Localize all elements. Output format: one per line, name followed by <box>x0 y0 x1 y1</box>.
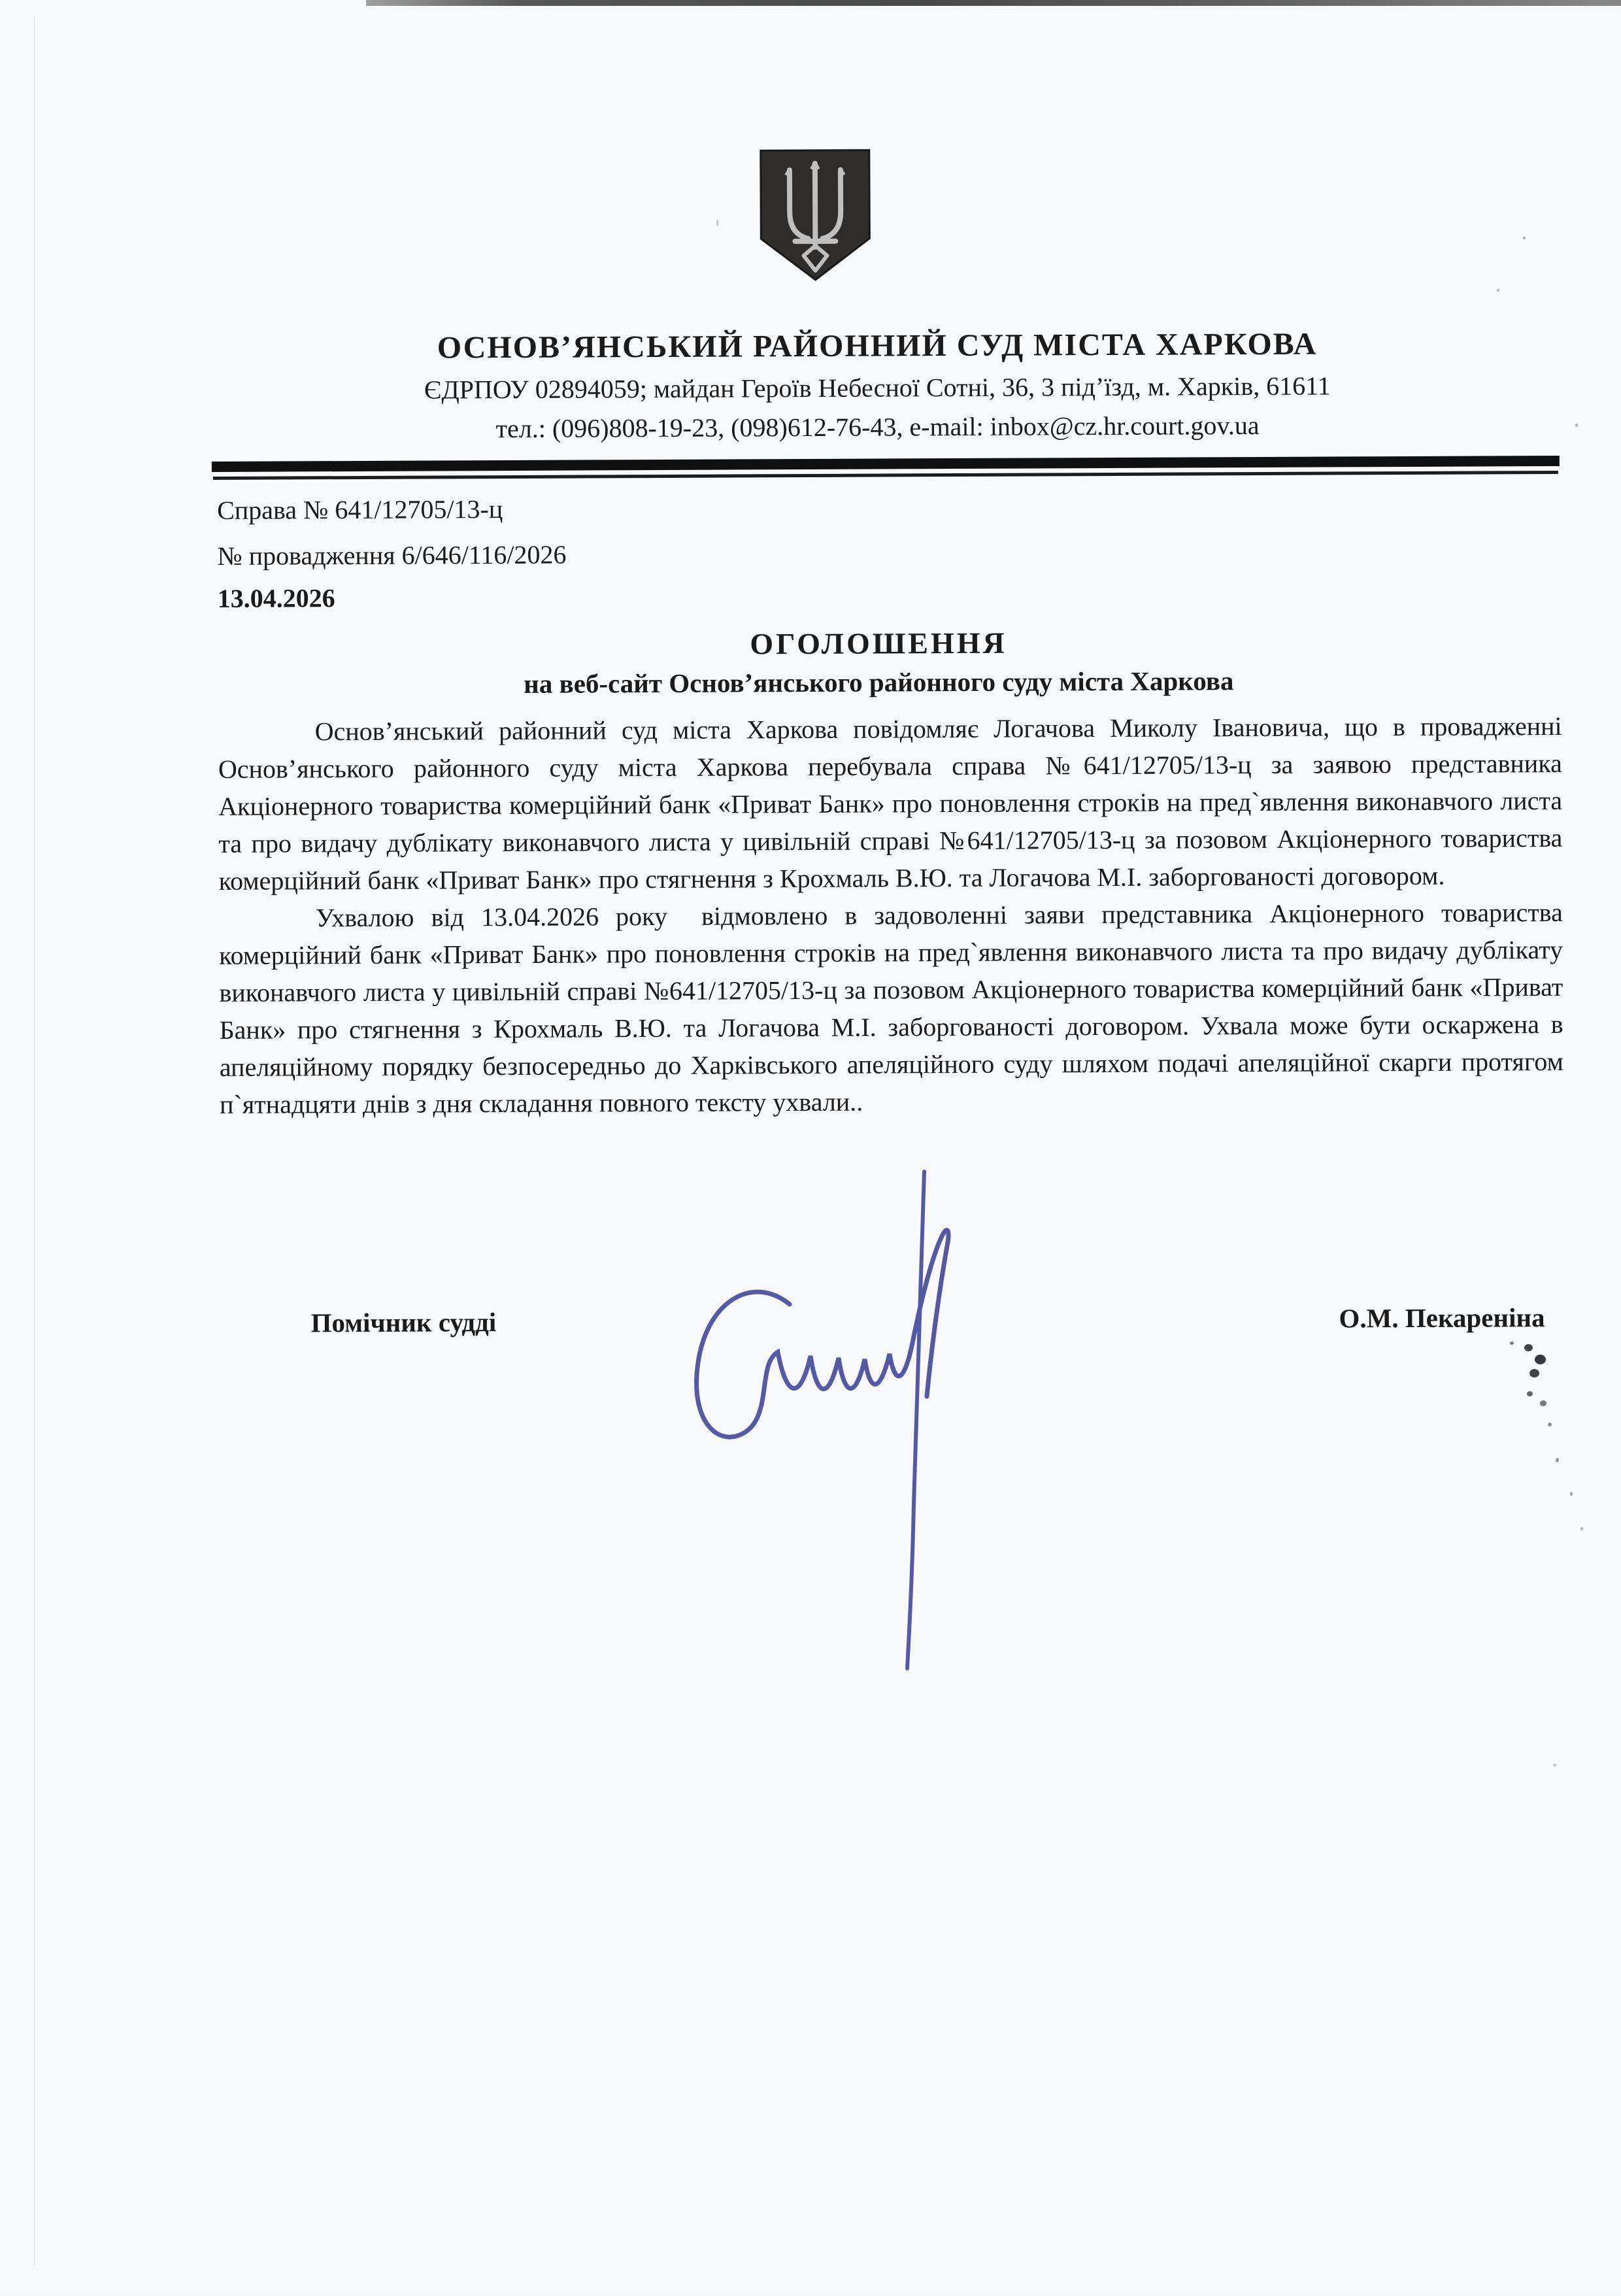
letterhead-divider <box>212 456 1560 472</box>
coat-of-arms-icon <box>758 148 873 283</box>
court-name: ОСНОВ’ЯНСЬКИЙ РАЙОННИЙ СУД МІСТА ХАРКОВА <box>437 326 1318 365</box>
court-address: ЄДРПОУ 02894059; майдан Героїв Небесної Сотні, 36, 3 під’їзд, м. Харків, 61611 <box>424 371 1331 405</box>
proceeding-number: № провадження 6/646/116/2026 <box>217 539 567 571</box>
case-number: Справа № 641/12705/13-ц <box>217 494 503 525</box>
document-date: 13.04.2026 <box>217 583 335 613</box>
court-contacts: тел.: (096)808-19-23, (098)612-76-43, e-mail: inbox@cz.hr.court.gov.ua <box>495 410 1260 444</box>
signoff-name: О.М. Пекареніна <box>1339 1302 1545 1334</box>
paragraph-2: Ухвалою від 13.04.2026 року відмовлено в задоволенні заяви представника Акціонерного товариства комерційний банк «Приват Банк» про поновлення строків на пред`явлення виконавчого листа та про видачу дублікату виконавчого листа у цивільній справі №641/12705/13-ц за позовом Акціонерного товариства комерційний банк «Приват Банк» про стягнення з Крохмаль В.Ю. та Логачова М.І. заборгованості договором. Ухвала може бути оскаржена в апеляційному порядку безпосередньо до Харківського апеляційного суду шляхом подачі апеляційної скарги протягом п`ятнадцяти днів з дня складання повного тексту ухвали.. <box>219 897 1563 1119</box>
document-subtitle: на веб-сайт Основ’янського районного суду міста Харкова <box>524 666 1234 699</box>
document-title: ОГОЛОШЕННЯ <box>750 626 1007 661</box>
paragraph-1: Основ’янський районний суд міста Харкова повідомляє Логачова Миколу Івановича, що в провадженні Основ’янського районного суду міста Харкова перебувала справа №641/12705/13-ц за заявою представника Акціонерного товариства комерційний банк «Приват Банк» про поновлення строків на пред`явлення виконавчого листа та про видачу дублікату виконавчого листа у цивільній справі №641/12705/13-ц за позовом Акціонерного товариства комерційний банк «Приват Банк» про стягнення з Крохмаль В.Ю. та Логачова М.І. заборгованості договором. <box>218 711 1563 896</box>
announcement-body <box>218 707 1564 1123</box>
signoff-role: Помічник судді <box>310 1307 497 1338</box>
